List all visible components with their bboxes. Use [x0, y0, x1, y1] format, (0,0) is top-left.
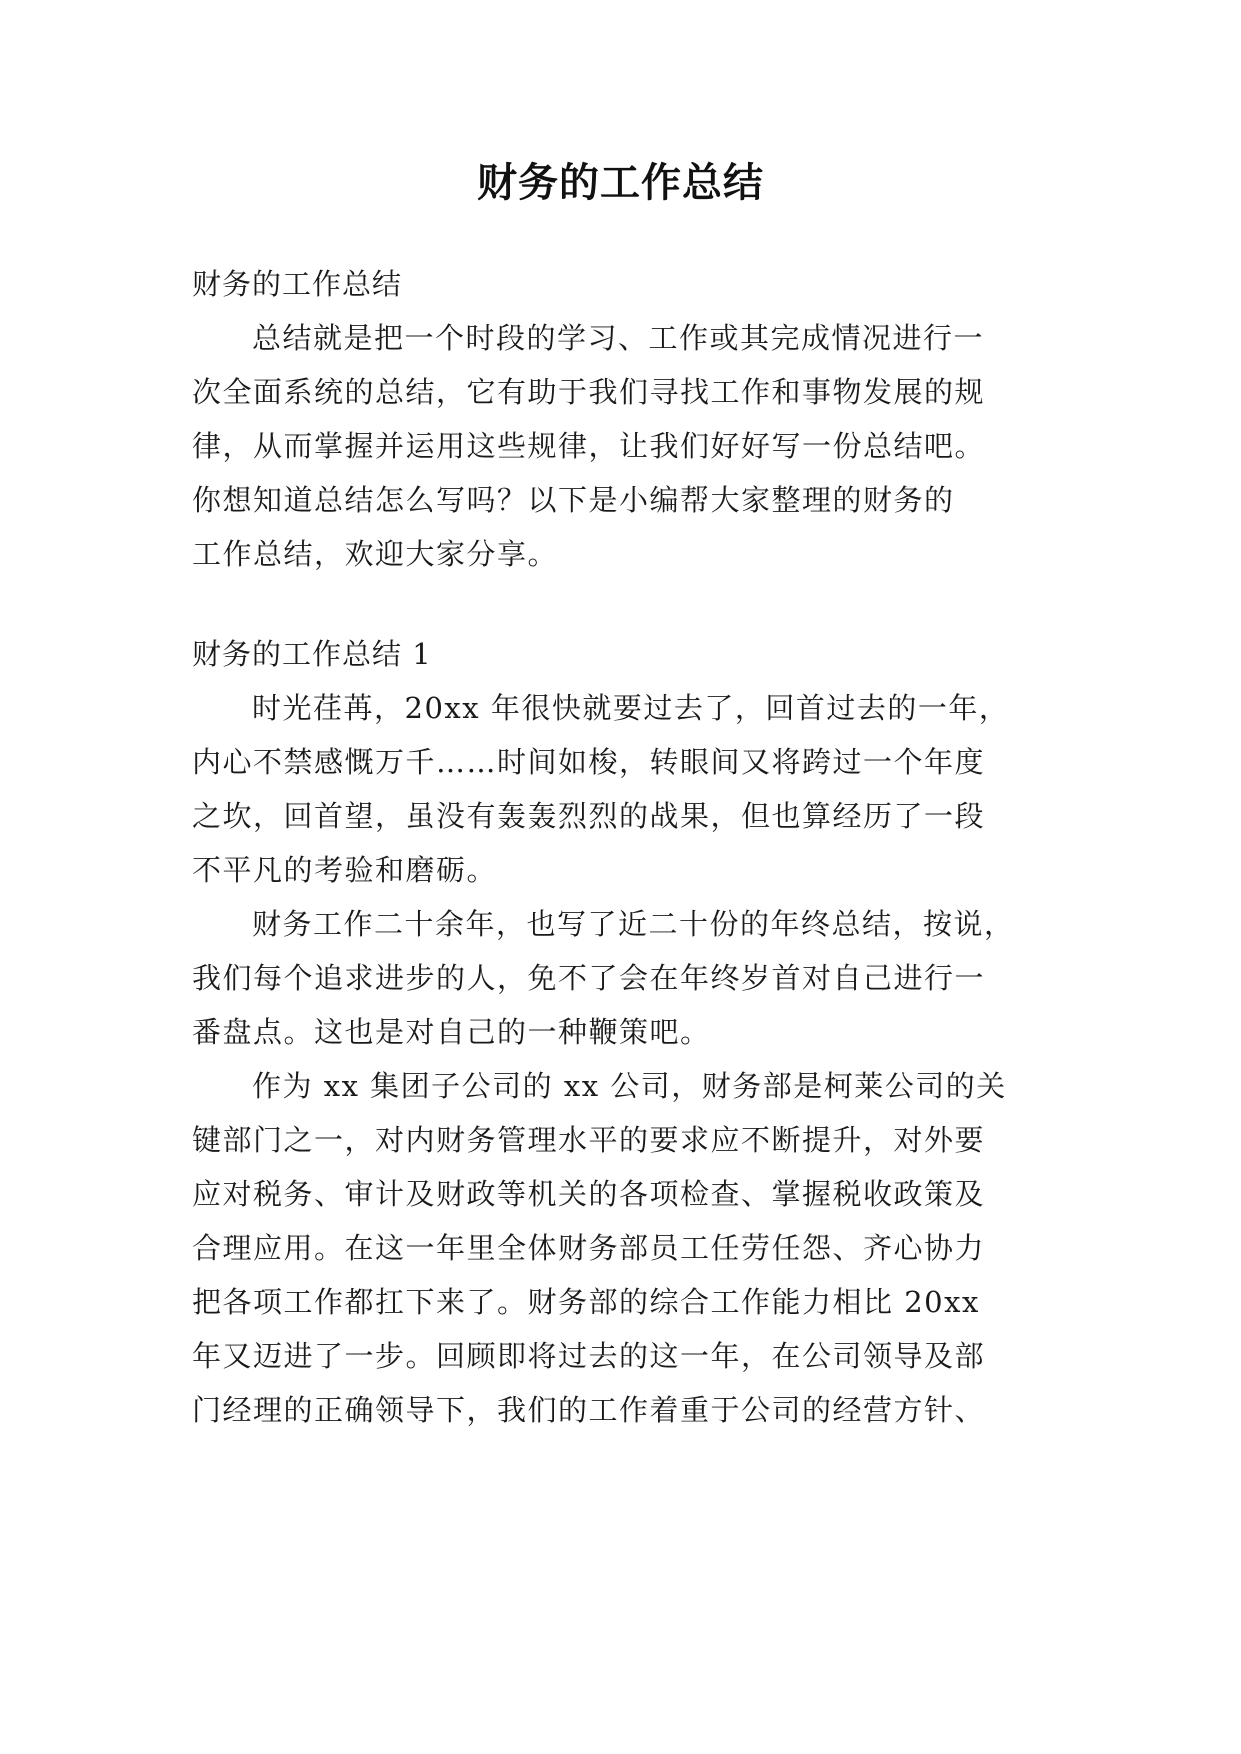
section1-paragraph2-line: 我们每个追求进步的人，免不了会在年终岁首对自己进行一: [192, 961, 986, 995]
intro-paragraph-line: 总结就是把一个时段的学习、工作或其完成情况进行一: [252, 321, 985, 355]
intro-paragraph-line: 律，从而掌握并运用这些规律，让我们好好写一份总结吧。: [192, 429, 986, 463]
section1-paragraph1-line: 内心不禁感慨万千……时间如梭，转眼间又将跨过一个年度: [192, 745, 986, 779]
section1-paragraph3-line: 作为 xx 集团子公司的 xx 公司，财务部是柯莱公司的关: [252, 1069, 1007, 1103]
intro-paragraph-line: 工作总结，欢迎大家分享。: [192, 537, 559, 571]
intro-paragraph-line: 你想知道总结怎么写吗？以下是小编帮大家整理的财务的: [192, 483, 955, 517]
section1-paragraph3-line: 合理应用。在这一年里全体财务部员工任劳任怨、齐心协力: [192, 1231, 986, 1265]
section1-paragraph1-line: 不平凡的考验和磨砺。: [192, 853, 498, 887]
section1-paragraph3-line: 键部门之一，对内财务管理水平的要求应不断提升，对外要: [192, 1123, 986, 1157]
section1-paragraph3-line: 门经理的正确领导下，我们的工作着重于公司的经营方针、: [192, 1393, 986, 1427]
section1-paragraph3-line: 年又迈进了一步。回顾即将过去的这一年，在公司领导及部: [192, 1339, 986, 1373]
intro-paragraph-line: 次全面系统的总结，它有助于我们寻找工作和事物发展的规: [192, 375, 986, 409]
section1-paragraph3-line: 应对税务、审计及财政等机关的各项检查、掌握税收政策及: [192, 1177, 986, 1211]
section1-paragraph2-line: 番盘点。这也是对自己的一种鞭策吧。: [192, 1015, 711, 1049]
section1-paragraph3-line: 把各项工作都扛下来了。财务部的综合工作能力相比 20xx: [192, 1285, 980, 1319]
document-title: 财务的工作总结: [477, 160, 764, 206]
intro-heading: 财务的工作总结: [192, 267, 403, 301]
section1-paragraph1-line: 之坎，回首望，虽没有轰轰烈烈的战果，但也算经历了一段: [192, 799, 986, 833]
section1-heading: 财务的工作总结 1: [192, 637, 432, 671]
section1-paragraph1-line: 时光荏苒，20xx 年很快就要过去了，回首过去的一年，: [252, 691, 1010, 725]
section1-paragraph2-line: 财务工作二十余年，也写了近二十份的年终总结，按说，: [252, 907, 1015, 941]
